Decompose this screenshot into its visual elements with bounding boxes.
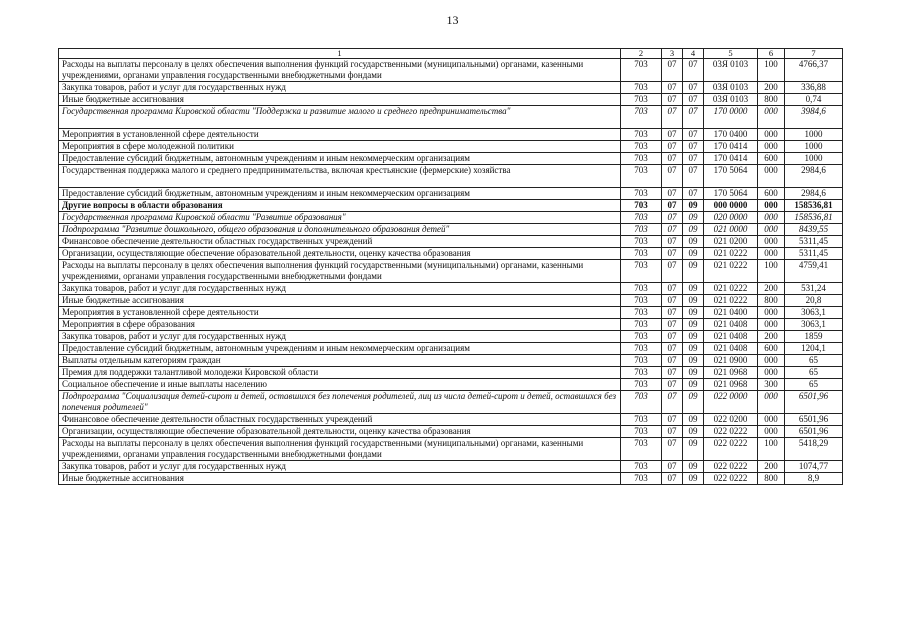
amount: 1074,77	[785, 461, 843, 473]
header-cell: 1	[59, 49, 621, 59]
amount: 5311,45	[785, 248, 843, 260]
section-code: 07	[662, 331, 683, 343]
expense-type-code: 000	[758, 129, 785, 141]
ministry-code: 703	[621, 426, 662, 438]
ministry-code: 703	[621, 473, 662, 485]
item-name: Мероприятия в сфере молодежной политики	[59, 141, 621, 153]
section-code: 07	[662, 295, 683, 307]
section-code: 07	[662, 367, 683, 379]
amount: 6501,96	[785, 426, 843, 438]
amount: 158536,81	[785, 212, 843, 224]
table-row	[59, 188, 843, 200]
expense-type-code: 800	[758, 473, 785, 485]
ministry-code: 703	[621, 343, 662, 355]
item-name: Предоставление субсидий бюджетным, автономным учреждениям и иным некоммерческим организациям	[59, 153, 621, 165]
item-name: Расходы на выплаты персоналу в целях обеспечения выполнения функций государственными (муниципальными) органами, казенными учреждениями, органами управления государственными внебюджетными фондами	[59, 438, 621, 461]
ministry-code: 703	[621, 367, 662, 379]
expense-type-code: 200	[758, 82, 785, 94]
table-row	[59, 59, 843, 82]
target-article-code: 022 0222	[704, 473, 758, 485]
item-name: Выплаты отдельным категориям граждан	[59, 355, 621, 367]
table-row	[59, 283, 843, 295]
expense-type-code: 200	[758, 283, 785, 295]
subsection-code: 07	[683, 141, 704, 153]
section-code: 07	[662, 224, 683, 236]
subsection-code: 09	[683, 283, 704, 295]
item-name: Организации, осуществляющие обеспечение образовательной деятельности, оценку качества образования	[59, 426, 621, 438]
section-code: 07	[662, 200, 683, 212]
target-article-code: 022 0000	[704, 391, 758, 414]
target-article-code: 020 0000	[704, 212, 758, 224]
subsection-code: 09	[683, 224, 704, 236]
table-row	[59, 82, 843, 94]
header-row	[59, 49, 843, 59]
table-row	[59, 331, 843, 343]
amount: 5418,29	[785, 438, 843, 461]
expense-type-code: 000	[758, 236, 785, 248]
expense-type-code: 300	[758, 379, 785, 391]
amount: 4766,37	[785, 59, 843, 82]
target-article-code: 170 0414	[704, 141, 758, 153]
expense-type-code: 800	[758, 94, 785, 106]
target-article-code: 021 0222	[704, 248, 758, 260]
item-name: Расходы на выплаты персоналу в целях обеспечения выполнения функций государственными (муниципальными) органами, казенными учреждениями, органами управления государственными внебюджетными фондами	[59, 59, 621, 82]
amount: 65	[785, 367, 843, 379]
ministry-code: 703	[621, 319, 662, 331]
item-name: Государственная программа Кировской области "Поддержка и развитие малого и среднего предпринимательства"	[59, 106, 621, 129]
section-code: 07	[662, 141, 683, 153]
expense-type-code: 000	[758, 106, 785, 129]
section-code: 07	[662, 165, 683, 188]
amount: 1000	[785, 129, 843, 141]
ministry-code: 703	[621, 260, 662, 283]
subsection-code: 09	[683, 331, 704, 343]
amount: 158536,81	[785, 200, 843, 212]
section-code: 07	[662, 414, 683, 426]
ministry-code: 703	[621, 248, 662, 260]
target-article-code: 170 0400	[704, 129, 758, 141]
ministry-code: 703	[621, 295, 662, 307]
expense-type-code: 000	[758, 426, 785, 438]
subsection-code: 09	[683, 343, 704, 355]
amount: 0,74	[785, 94, 843, 106]
header-cell: 2	[621, 49, 662, 59]
ministry-code: 703	[621, 283, 662, 295]
ministry-code: 703	[621, 94, 662, 106]
amount: 65	[785, 379, 843, 391]
expense-type-code: 000	[758, 367, 785, 379]
target-article-code: 021 0222	[704, 283, 758, 295]
subsection-code: 09	[683, 473, 704, 485]
expense-type-code: 200	[758, 331, 785, 343]
subsection-code: 09	[683, 319, 704, 331]
table-row	[59, 355, 843, 367]
section-code: 07	[662, 129, 683, 141]
item-name: Государственная программа Кировской области "Развитие образования"	[59, 212, 621, 224]
section-code: 07	[662, 59, 683, 82]
ministry-code: 703	[621, 331, 662, 343]
table-row	[59, 141, 843, 153]
target-article-code: 021 0000	[704, 224, 758, 236]
amount: 2984,6	[785, 165, 843, 188]
amount: 5311,45	[785, 236, 843, 248]
expense-type-code: 000	[758, 248, 785, 260]
subsection-code: 07	[683, 188, 704, 200]
table-row	[59, 414, 843, 426]
amount: 336,88	[785, 82, 843, 94]
item-name: Другие вопросы в области образования	[59, 200, 621, 212]
subsection-code: 07	[683, 153, 704, 165]
item-name: Премия для поддержки талантливой молодежи Кировской области	[59, 367, 621, 379]
target-article-code: 022 0200	[704, 414, 758, 426]
amount: 1859	[785, 331, 843, 343]
table-row	[59, 379, 843, 391]
item-name: Закупка товаров, работ и услуг для государственных нужд	[59, 82, 621, 94]
expense-type-code: 000	[758, 319, 785, 331]
table-row	[59, 343, 843, 355]
table-row	[59, 153, 843, 165]
ministry-code: 703	[621, 129, 662, 141]
amount: 3063,1	[785, 319, 843, 331]
item-name: Предоставление субсидий бюджетным, автономным учреждениям и иным некоммерческим организациям	[59, 343, 621, 355]
amount: 531,24	[785, 283, 843, 295]
ministry-code: 703	[621, 153, 662, 165]
item-name: Финансовое обеспечение деятельности областных государственных учреждений	[59, 414, 621, 426]
target-article-code: 021 0968	[704, 367, 758, 379]
subsection-code: 09	[683, 260, 704, 283]
amount: 4759,41	[785, 260, 843, 283]
section-code: 07	[662, 438, 683, 461]
amount: 1204,1	[785, 343, 843, 355]
subsection-code: 09	[683, 391, 704, 414]
ministry-code: 703	[621, 200, 662, 212]
expense-type-code: 000	[758, 141, 785, 153]
item-name: Мероприятия в установленной сфере деятельности	[59, 129, 621, 141]
amount: 8,9	[785, 473, 843, 485]
section-code: 07	[662, 343, 683, 355]
section-code: 07	[662, 82, 683, 94]
section-code: 07	[662, 379, 683, 391]
item-name: Расходы на выплаты персоналу в целях обеспечения выполнения функций государственными (муниципальными) органами, казенными учреждениями, органами управления государственными внебюджетными фондами	[59, 260, 621, 283]
target-article-code: 021 0408	[704, 343, 758, 355]
subsection-code: 09	[683, 200, 704, 212]
subsection-code: 09	[683, 236, 704, 248]
target-article-code: 170 0000	[704, 106, 758, 129]
expense-type-code: 600	[758, 188, 785, 200]
amount: 2984,6	[785, 188, 843, 200]
header-cell: 5	[704, 49, 758, 59]
table-row	[59, 94, 843, 106]
table-row	[59, 438, 843, 461]
target-article-code: 021 0408	[704, 319, 758, 331]
subsection-code: 09	[683, 355, 704, 367]
target-article-code: 03Я 0103	[704, 82, 758, 94]
expense-type-code: 100	[758, 260, 785, 283]
section-code: 07	[662, 248, 683, 260]
item-name: Финансовое обеспечение деятельности областных государственных учреждений	[59, 236, 621, 248]
subsection-code: 09	[683, 426, 704, 438]
target-article-code: 021 0222	[704, 295, 758, 307]
target-article-code: 000 0000	[704, 200, 758, 212]
target-article-code: 022 0222	[704, 461, 758, 473]
table-row	[59, 129, 843, 141]
expense-type-code: 800	[758, 295, 785, 307]
amount: 3984,6	[785, 106, 843, 129]
target-article-code: 022 0222	[704, 438, 758, 461]
section-code: 07	[662, 212, 683, 224]
expense-type-code: 000	[758, 307, 785, 319]
ministry-code: 703	[621, 379, 662, 391]
table-row	[59, 367, 843, 379]
subsection-code: 09	[683, 307, 704, 319]
ministry-code: 703	[621, 438, 662, 461]
target-article-code: 021 0400	[704, 307, 758, 319]
item-name: Закупка товаров, работ и услуг для государственных нужд	[59, 283, 621, 295]
ministry-code: 703	[621, 165, 662, 188]
target-article-code: 170 5064	[704, 188, 758, 200]
expense-type-code: 000	[758, 200, 785, 212]
section-code: 07	[662, 188, 683, 200]
subsection-code: 09	[683, 367, 704, 379]
amount: 1000	[785, 141, 843, 153]
item-name: Предоставление субсидий бюджетным, автономным учреждениям и иным некоммерческим организациям	[59, 188, 621, 200]
amount: 3063,1	[785, 307, 843, 319]
table-row	[59, 200, 843, 212]
target-article-code: 03Я 0103	[704, 94, 758, 106]
item-name: Подпрограмма "Социализация детей-сирот и детей, оставшихся без попечения родителей, лиц из числа детей-сирот и детей, оставшихся без попечения родителей"	[59, 391, 621, 414]
item-name: Социальное обеспечение и иные выплаты населению	[59, 379, 621, 391]
section-code: 07	[662, 260, 683, 283]
table-row	[59, 391, 843, 414]
section-code: 07	[662, 355, 683, 367]
ministry-code: 703	[621, 414, 662, 426]
ministry-code: 703	[621, 212, 662, 224]
header-cell: 3	[662, 49, 683, 59]
target-article-code: 021 0222	[704, 260, 758, 283]
target-article-code: 170 0414	[704, 153, 758, 165]
table-row	[59, 212, 843, 224]
section-code: 07	[662, 106, 683, 129]
item-name: Иные бюджетные ассигнования	[59, 94, 621, 106]
subsection-code: 07	[683, 165, 704, 188]
expense-type-code: 100	[758, 59, 785, 82]
subsection-code: 09	[683, 438, 704, 461]
section-code: 07	[662, 153, 683, 165]
expense-type-code: 000	[758, 224, 785, 236]
amount: 8439,55	[785, 224, 843, 236]
subsection-code: 09	[683, 212, 704, 224]
table-row	[59, 236, 843, 248]
expense-type-code: 600	[758, 343, 785, 355]
ministry-code: 703	[621, 188, 662, 200]
table-row	[59, 307, 843, 319]
header-cell: 4	[683, 49, 704, 59]
subsection-code: 07	[683, 59, 704, 82]
target-article-code: 022 0222	[704, 426, 758, 438]
header-cell: 7	[785, 49, 843, 59]
item-name: Мероприятия в установленной сфере деятельности	[59, 307, 621, 319]
subsection-code: 09	[683, 379, 704, 391]
target-article-code: 021 0408	[704, 331, 758, 343]
table-row	[59, 224, 843, 236]
section-code: 07	[662, 426, 683, 438]
ministry-code: 703	[621, 355, 662, 367]
table-row	[59, 473, 843, 485]
target-article-code: 021 0200	[704, 236, 758, 248]
table-row	[59, 106, 843, 129]
ministry-code: 703	[621, 106, 662, 129]
subsection-code: 09	[683, 414, 704, 426]
ministry-code: 703	[621, 307, 662, 319]
table-row	[59, 248, 843, 260]
table-row	[59, 461, 843, 473]
item-name: Мероприятия в сфере образования	[59, 319, 621, 331]
subsection-code: 07	[683, 106, 704, 129]
expense-type-code: 200	[758, 461, 785, 473]
amount: 20,8	[785, 295, 843, 307]
table-row	[59, 426, 843, 438]
ministry-code: 703	[621, 236, 662, 248]
expense-type-code: 000	[758, 165, 785, 188]
section-code: 07	[662, 391, 683, 414]
item-name: Подпрограмма "Развитие дошкольного, общего образования и дополнительного образования детей"	[59, 224, 621, 236]
subsection-code: 07	[683, 129, 704, 141]
item-name: Закупка товаров, работ и услуг для государственных нужд	[59, 461, 621, 473]
header-cell: 6	[758, 49, 785, 59]
item-name: Государственная поддержка малого и среднего предпринимательства, включая крестьянские (фермерские) хозяйства	[59, 165, 621, 188]
item-name: Иные бюджетные ассигнования	[59, 473, 621, 485]
expense-type-code: 000	[758, 355, 785, 367]
amount: 6501,96	[785, 414, 843, 426]
expense-type-code: 600	[758, 153, 785, 165]
section-code: 07	[662, 94, 683, 106]
target-article-code: 170 5064	[704, 165, 758, 188]
budget-table	[58, 48, 843, 485]
amount: 1000	[785, 153, 843, 165]
section-code: 07	[662, 236, 683, 248]
subsection-code: 09	[683, 248, 704, 260]
subsection-code: 07	[683, 82, 704, 94]
table-row	[59, 319, 843, 331]
ministry-code: 703	[621, 224, 662, 236]
expense-type-code: 000	[758, 414, 785, 426]
amount: 65	[785, 355, 843, 367]
target-article-code: 03Я 0103	[704, 59, 758, 82]
section-code: 07	[662, 283, 683, 295]
section-code: 07	[662, 307, 683, 319]
expense-type-code: 000	[758, 391, 785, 414]
section-code: 07	[662, 473, 683, 485]
expense-type-code: 000	[758, 212, 785, 224]
target-article-code: 021 0968	[704, 379, 758, 391]
subsection-code: 09	[683, 295, 704, 307]
amount: 6501,96	[785, 391, 843, 414]
subsection-code: 09	[683, 461, 704, 473]
section-code: 07	[662, 461, 683, 473]
ministry-code: 703	[621, 391, 662, 414]
item-name: Иные бюджетные ассигнования	[59, 295, 621, 307]
table-row	[59, 165, 843, 188]
ministry-code: 703	[621, 82, 662, 94]
item-name: Закупка товаров, работ и услуг для государственных нужд	[59, 331, 621, 343]
table-row	[59, 295, 843, 307]
ministry-code: 703	[621, 59, 662, 82]
item-name: Организации, осуществляющие обеспечение образовательной деятельности, оценку качества образования	[59, 248, 621, 260]
section-code: 07	[662, 319, 683, 331]
table-row	[59, 260, 843, 283]
target-article-code: 021 0900	[704, 355, 758, 367]
page-number: 13	[446, 13, 459, 27]
subsection-code: 07	[683, 94, 704, 106]
expense-type-code: 100	[758, 438, 785, 461]
ministry-code: 703	[621, 141, 662, 153]
ministry-code: 703	[621, 461, 662, 473]
